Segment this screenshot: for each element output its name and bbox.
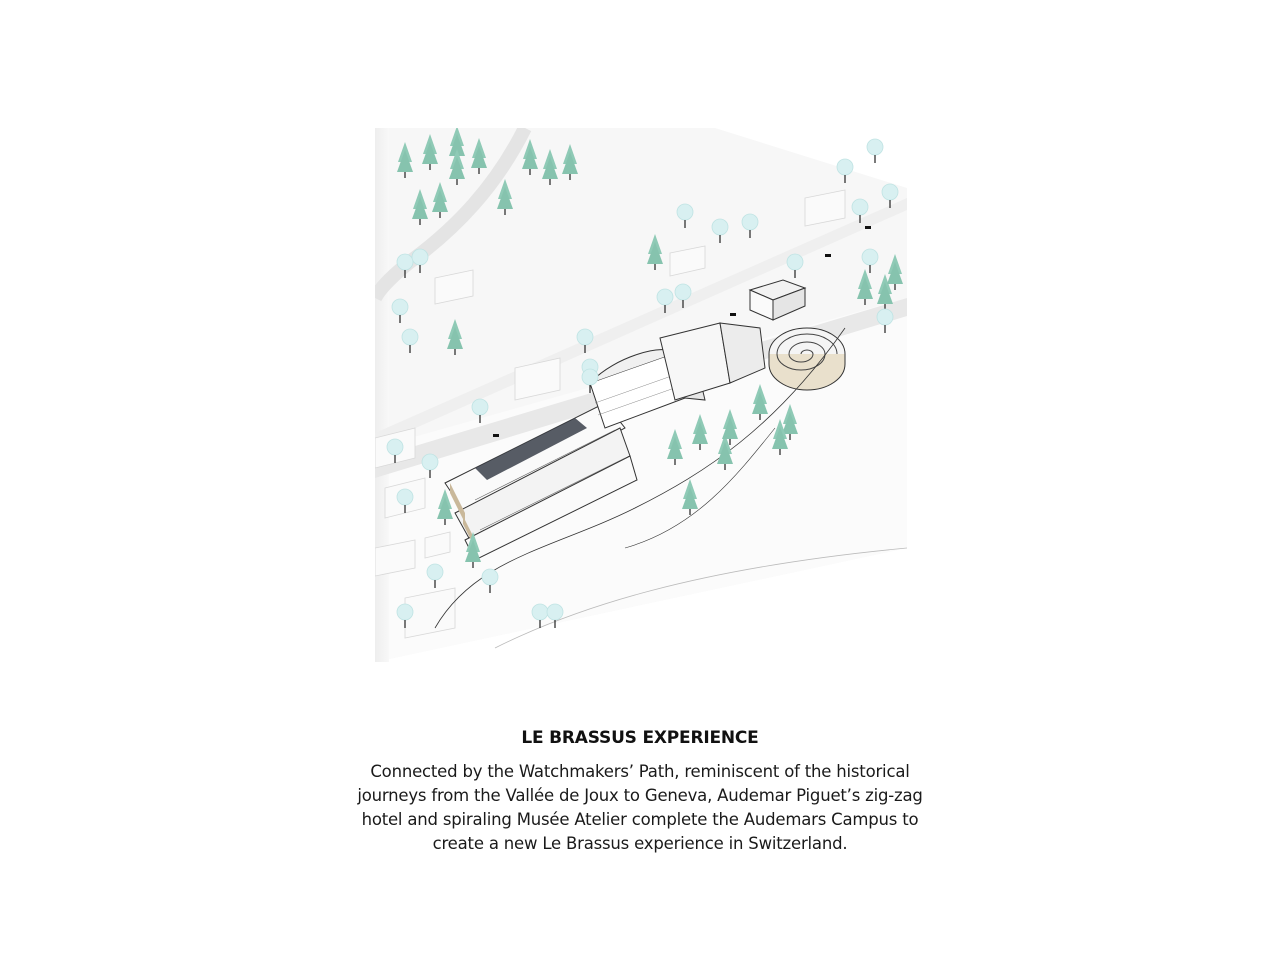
site-illustration: [375, 128, 907, 662]
spiral-museum-atelier: [769, 328, 845, 390]
caption: [340, 728, 940, 856]
caption-body: Connected by the Watchmakers’ Path, reminiscent of the historical journeys from the Vallée de Joux to Geneva, Audemar Piguet’s zig-zag hotel and spiraling Musée Atelier complete the Audemars Campus to create a new Le Brassus experience in Switzerland.: [357, 762, 923, 853]
caption-title: LE BRASSUS EXPERIENCE: [521, 728, 759, 748]
axonometric-site-plan: [375, 128, 907, 662]
